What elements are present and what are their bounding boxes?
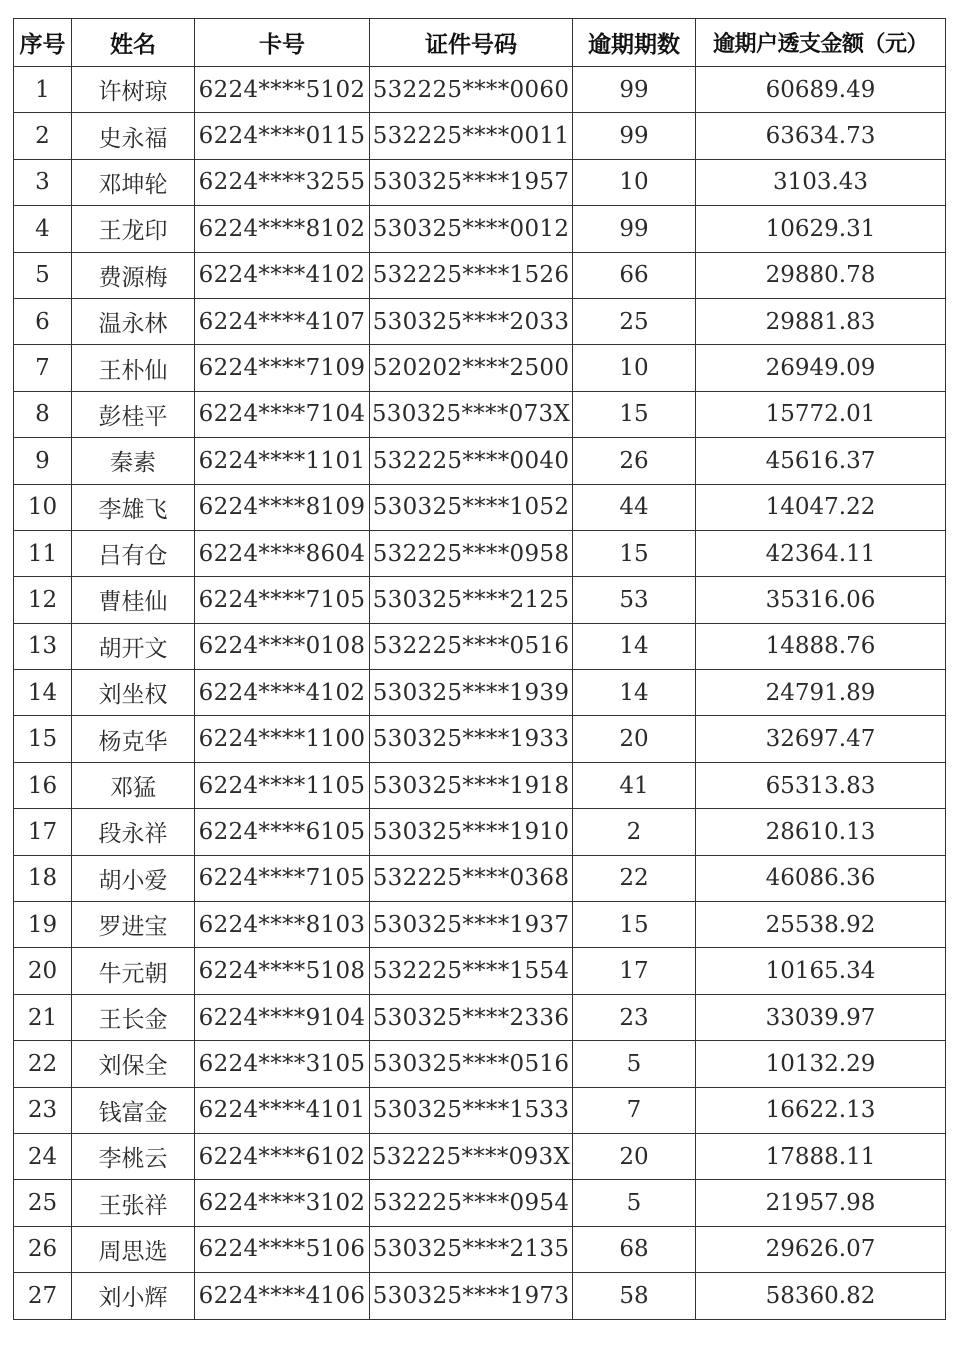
- cell-index: 17: [14, 809, 72, 855]
- cell-name: 胡小爱: [72, 855, 195, 901]
- cell-overdue-amount: 65313.83: [696, 762, 946, 808]
- cell-index: 16: [14, 762, 72, 808]
- cell-overdue-periods: 66: [573, 252, 696, 298]
- cell-name: 刘保全: [72, 1041, 195, 1087]
- table-row: [14, 530, 946, 576]
- cell-id-number: 532225****093X: [370, 1133, 573, 1179]
- cell-id-number: 530325****1957: [370, 159, 573, 205]
- cell-card: 6224****1101: [195, 438, 370, 484]
- table-row: [14, 252, 946, 298]
- cell-card: 6224****3255: [195, 159, 370, 205]
- cell-id-number: 530325****2336: [370, 994, 573, 1040]
- cell-overdue-periods: 58: [573, 1273, 696, 1319]
- cell-index: 20: [14, 948, 72, 994]
- cell-index: 14: [14, 670, 72, 716]
- cell-id-number: 530325****0012: [370, 206, 573, 252]
- cell-card: 6224****7105: [195, 855, 370, 901]
- cell-card: 6224****3102: [195, 1180, 370, 1226]
- cell-card: 6224****8604: [195, 530, 370, 576]
- cell-name: 牛元朝: [72, 948, 195, 994]
- cell-index: 25: [14, 1180, 72, 1226]
- table-row: [14, 159, 946, 205]
- cell-id-number: 530325****073X: [370, 391, 573, 437]
- cell-overdue-amount: 29881.83: [696, 298, 946, 344]
- header-card: 卡号: [195, 19, 370, 67]
- cell-overdue-amount: 25538.92: [696, 902, 946, 948]
- header-row: [14, 19, 946, 67]
- cell-name: 李桃云: [72, 1133, 195, 1179]
- cell-id-number: 530325****1052: [370, 484, 573, 530]
- table-row: [14, 1226, 946, 1272]
- cell-id-number: 530325****1937: [370, 902, 573, 948]
- cell-name: 王长金: [72, 994, 195, 1040]
- overdue-accounts-table: [13, 18, 946, 1320]
- cell-id-number: 532225****0516: [370, 623, 573, 669]
- cell-card: 6224****8109: [195, 484, 370, 530]
- cell-index: 15: [14, 716, 72, 762]
- cell-id-number: 532225****0958: [370, 530, 573, 576]
- cell-overdue-amount: 21957.98: [696, 1180, 946, 1226]
- cell-index: 9: [14, 438, 72, 484]
- cell-index: 10: [14, 484, 72, 530]
- cell-card: 6224****0108: [195, 623, 370, 669]
- table-row: [14, 1133, 946, 1179]
- cell-overdue-periods: 20: [573, 716, 696, 762]
- header-name: 姓名: [72, 19, 195, 67]
- cell-name: 秦素: [72, 438, 195, 484]
- cell-name: 胡开文: [72, 623, 195, 669]
- cell-name: 罗进宝: [72, 902, 195, 948]
- cell-name: 杨克华: [72, 716, 195, 762]
- cell-overdue-periods: 99: [573, 113, 696, 159]
- cell-index: 19: [14, 902, 72, 948]
- cell-name: 吕有仓: [72, 530, 195, 576]
- cell-overdue-periods: 53: [573, 577, 696, 623]
- cell-index: 7: [14, 345, 72, 391]
- cell-id-number: 532225****0368: [370, 855, 573, 901]
- cell-overdue-amount: 60689.49: [696, 67, 946, 113]
- cell-overdue-amount: 32697.47: [696, 716, 946, 762]
- cell-overdue-amount: 24791.89: [696, 670, 946, 716]
- cell-index: 5: [14, 252, 72, 298]
- cell-overdue-amount: 45616.37: [696, 438, 946, 484]
- table-row: [14, 484, 946, 530]
- cell-overdue-amount: 29880.78: [696, 252, 946, 298]
- cell-name: 段永祥: [72, 809, 195, 855]
- cell-card: 6224****5106: [195, 1226, 370, 1272]
- cell-overdue-amount: 33039.97: [696, 994, 946, 1040]
- cell-card: 6224****4107: [195, 298, 370, 344]
- cell-id-number: 530325****2033: [370, 298, 573, 344]
- cell-name: 周思选: [72, 1226, 195, 1272]
- table-row: [14, 1041, 946, 1087]
- cell-overdue-periods: 17: [573, 948, 696, 994]
- cell-overdue-amount: 46086.36: [696, 855, 946, 901]
- cell-card: 6224****5108: [195, 948, 370, 994]
- cell-overdue-amount: 28610.13: [696, 809, 946, 855]
- cell-overdue-periods: 15: [573, 530, 696, 576]
- cell-name: 史永福: [72, 113, 195, 159]
- cell-overdue-amount: 3103.43: [696, 159, 946, 205]
- cell-id-number: 530325****1533: [370, 1087, 573, 1133]
- cell-id-number: 530325****2135: [370, 1226, 573, 1272]
- table-row: [14, 809, 946, 855]
- table-row: [14, 994, 946, 1040]
- cell-overdue-amount: 15772.01: [696, 391, 946, 437]
- header-overdue-periods: 逾期期数: [573, 19, 696, 67]
- cell-id-number: 532225****0954: [370, 1180, 573, 1226]
- cell-card: 6224****4106: [195, 1273, 370, 1319]
- table-row: [14, 298, 946, 344]
- table-row: [14, 438, 946, 484]
- cell-index: 3: [14, 159, 72, 205]
- cell-index: 26: [14, 1226, 72, 1272]
- table-row: [14, 902, 946, 948]
- cell-overdue-amount: 17888.11: [696, 1133, 946, 1179]
- cell-index: 24: [14, 1133, 72, 1179]
- cell-overdue-periods: 22: [573, 855, 696, 901]
- table-row: [14, 716, 946, 762]
- table-row: [14, 577, 946, 623]
- cell-card: 6224****4101: [195, 1087, 370, 1133]
- cell-id-number: 532225****1554: [370, 948, 573, 994]
- table-body: [14, 67, 946, 1320]
- cell-id-number: 532225****1526: [370, 252, 573, 298]
- cell-card: 6224****8103: [195, 902, 370, 948]
- cell-index: 13: [14, 623, 72, 669]
- cell-index: 23: [14, 1087, 72, 1133]
- cell-index: 11: [14, 530, 72, 576]
- cell-name: 彭桂平: [72, 391, 195, 437]
- cell-card: 6224****1105: [195, 762, 370, 808]
- cell-overdue-periods: 20: [573, 1133, 696, 1179]
- cell-card: 6224****8102: [195, 206, 370, 252]
- cell-index: 21: [14, 994, 72, 1040]
- cell-id-number: 530325****0516: [370, 1041, 573, 1087]
- header-overdue-amount: 逾期户透支金额（元）: [696, 19, 946, 67]
- cell-overdue-periods: 15: [573, 391, 696, 437]
- cell-overdue-amount: 14888.76: [696, 623, 946, 669]
- table-row: [14, 623, 946, 669]
- cell-overdue-amount: 14047.22: [696, 484, 946, 530]
- cell-index: 22: [14, 1041, 72, 1087]
- table-row: [14, 1087, 946, 1133]
- cell-name: 邓猛: [72, 762, 195, 808]
- cell-overdue-periods: 44: [573, 484, 696, 530]
- cell-card: 6224****4102: [195, 252, 370, 298]
- table-row: [14, 113, 946, 159]
- cell-overdue-amount: 26949.09: [696, 345, 946, 391]
- cell-name: 刘小辉: [72, 1273, 195, 1319]
- cell-card: 6224****6105: [195, 809, 370, 855]
- table-row: [14, 206, 946, 252]
- cell-card: 6224****9104: [195, 994, 370, 1040]
- cell-name: 王张祥: [72, 1180, 195, 1226]
- cell-overdue-amount: 10629.31: [696, 206, 946, 252]
- table-row: [14, 948, 946, 994]
- cell-card: 6224****7109: [195, 345, 370, 391]
- table-row: [14, 391, 946, 437]
- cell-overdue-periods: 10: [573, 159, 696, 205]
- cell-card: 6224****4102: [195, 670, 370, 716]
- cell-index: 2: [14, 113, 72, 159]
- cell-overdue-periods: 99: [573, 206, 696, 252]
- cell-index: 27: [14, 1273, 72, 1319]
- header-id-number: 证件号码: [370, 19, 573, 67]
- cell-overdue-amount: 58360.82: [696, 1273, 946, 1319]
- cell-overdue-periods: 25: [573, 298, 696, 344]
- cell-index: 6: [14, 298, 72, 344]
- cell-card: 6224****7104: [195, 391, 370, 437]
- table-row: [14, 345, 946, 391]
- cell-id-number: 530325****1918: [370, 762, 573, 808]
- header-index: 序号: [14, 19, 72, 67]
- cell-overdue-amount: 42364.11: [696, 530, 946, 576]
- table-row: [14, 670, 946, 716]
- cell-name: 李雄飞: [72, 484, 195, 530]
- cell-name: 邓坤轮: [72, 159, 195, 205]
- cell-overdue-amount: 29626.07: [696, 1226, 946, 1272]
- cell-overdue-periods: 68: [573, 1226, 696, 1272]
- cell-card: 6224****5102: [195, 67, 370, 113]
- cell-overdue-amount: 10132.29: [696, 1041, 946, 1087]
- cell-overdue-amount: 35316.06: [696, 577, 946, 623]
- cell-overdue-periods: 7: [573, 1087, 696, 1133]
- table-row: [14, 762, 946, 808]
- cell-card: 6224****0115: [195, 113, 370, 159]
- cell-overdue-periods: 15: [573, 902, 696, 948]
- cell-id-number: 530325****1973: [370, 1273, 573, 1319]
- cell-index: 8: [14, 391, 72, 437]
- cell-overdue-periods: 14: [573, 670, 696, 716]
- cell-overdue-periods: 5: [573, 1041, 696, 1087]
- cell-name: 王龙印: [72, 206, 195, 252]
- cell-overdue-periods: 14: [573, 623, 696, 669]
- cell-id-number: 532225****0040: [370, 438, 573, 484]
- cell-id-number: 530325****2125: [370, 577, 573, 623]
- table-row: [14, 67, 946, 113]
- cell-name: 温永林: [72, 298, 195, 344]
- table-row: [14, 855, 946, 901]
- cell-overdue-amount: 10165.34: [696, 948, 946, 994]
- cell-index: 18: [14, 855, 72, 901]
- cell-overdue-periods: 2: [573, 809, 696, 855]
- cell-index: 12: [14, 577, 72, 623]
- cell-name: 许树琼: [72, 67, 195, 113]
- cell-index: 4: [14, 206, 72, 252]
- overdue-accounts-table-container: [13, 18, 945, 1320]
- cell-id-number: 532225****0060: [370, 67, 573, 113]
- cell-overdue-periods: 5: [573, 1180, 696, 1226]
- cell-name: 费源梅: [72, 252, 195, 298]
- table-row: [14, 1273, 946, 1319]
- cell-overdue-periods: 23: [573, 994, 696, 1040]
- cell-id-number: 532225****0011: [370, 113, 573, 159]
- cell-id-number: 530325****1939: [370, 670, 573, 716]
- cell-card: 6224****7105: [195, 577, 370, 623]
- cell-id-number: 530325****1910: [370, 809, 573, 855]
- cell-overdue-periods: 10: [573, 345, 696, 391]
- cell-name: 刘坐权: [72, 670, 195, 716]
- cell-id-number: 520202****2500: [370, 345, 573, 391]
- cell-overdue-periods: 99: [573, 67, 696, 113]
- cell-name: 王朴仙: [72, 345, 195, 391]
- table-row: [14, 1180, 946, 1226]
- cell-card: 6224****1100: [195, 716, 370, 762]
- cell-index: 1: [14, 67, 72, 113]
- cell-id-number: 530325****1933: [370, 716, 573, 762]
- cell-overdue-periods: 26: [573, 438, 696, 484]
- cell-overdue-periods: 41: [573, 762, 696, 808]
- cell-card: 6224****3105: [195, 1041, 370, 1087]
- cell-overdue-amount: 63634.73: [696, 113, 946, 159]
- cell-name: 曹桂仙: [72, 577, 195, 623]
- cell-card: 6224****6102: [195, 1133, 370, 1179]
- cell-overdue-amount: 16622.13: [696, 1087, 946, 1133]
- cell-name: 钱富金: [72, 1087, 195, 1133]
- table-header: [14, 19, 946, 67]
